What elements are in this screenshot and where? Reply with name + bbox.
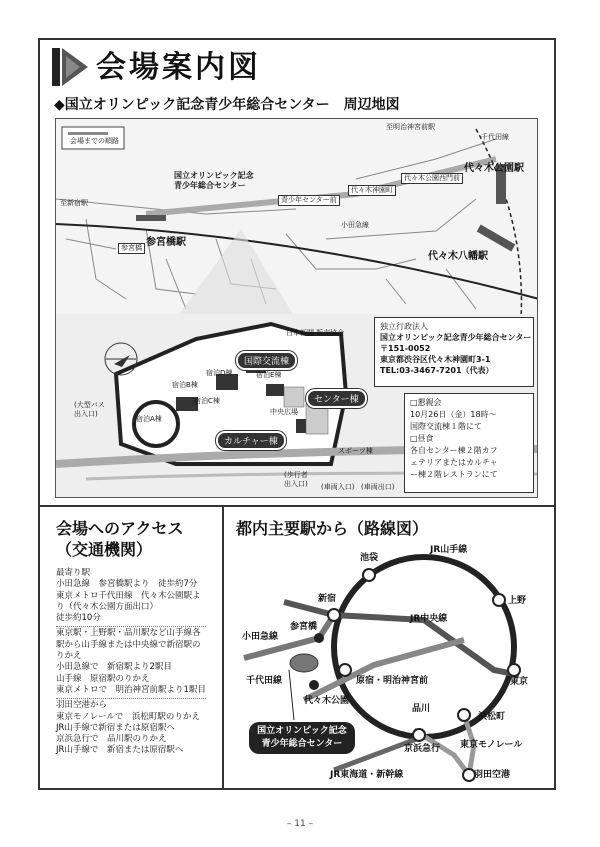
map-label-bldg-b: 宿泊B棟: [172, 381, 198, 389]
map-label-meiji: 至明治神宮前駅: [386, 123, 435, 131]
map-label-chiyoda: 千代田線: [481, 133, 509, 141]
map-label-center-2: 青少年総合センター: [174, 181, 246, 190]
access-line: 京浜急行で 品川駅のりかえ: [56, 734, 167, 745]
access-line: 徒歩約10分: [56, 613, 101, 624]
building-kokusai: 国際交流棟: [236, 351, 297, 370]
event-line-2: 10月26日（金）18時～: [410, 410, 497, 419]
route-label-hamamatsucho: 浜松町: [478, 712, 506, 722]
route-label-ikebukuro: 池袋: [360, 553, 379, 563]
access-line: 小田急線で 新宿駅より2駅目: [56, 662, 172, 673]
map-label-bldg-c: 宿泊C棟: [194, 397, 220, 405]
route-label-yoyogi-koen: 代々木公園: [304, 696, 350, 706]
access-line: 駅から山手線または中央線で新宿駅の: [56, 639, 201, 650]
map-label-bus-gate: (大型バス 出入口): [74, 401, 105, 418]
route-label-tokaido: JR東海道・新幹線: [330, 770, 404, 780]
route-label-ueno: 上野: [508, 596, 527, 606]
access-title-line-1: 会場へのアクセス: [56, 519, 184, 538]
event-box: [404, 393, 534, 493]
address-street: 東京都渋谷区代々木神園町3-1: [380, 355, 491, 364]
map-tag-center-mae: 青少年センター前: [278, 195, 340, 206]
route-label-sangubashi: 参宮橋: [290, 622, 318, 632]
event-line-1: □懇親会: [410, 398, 442, 407]
map-label-shinjuku: 至新宿駅: [60, 199, 88, 207]
access-list: [56, 568, 206, 757]
route-label-odakyu: 小田急線: [242, 632, 279, 642]
address-tel: TEL:03-3467-7201（代表）: [380, 366, 494, 375]
route-label-keikyu: 京浜急行: [404, 744, 441, 754]
address-box: [374, 317, 534, 387]
event-line-6: ェテリアまたはカルチャ: [410, 458, 498, 467]
route-label-monorail: 東京モノレール: [460, 740, 523, 750]
event-line-7: ー棟２階レストランにて: [410, 470, 498, 479]
map-tag-sangubashi: 参宮橋: [118, 243, 145, 254]
area-map: [55, 118, 538, 498]
event-line-4: □昼食: [410, 434, 434, 443]
access-line: 最寄り駅: [56, 568, 91, 578]
map-label-press: 日本新聞 販売協会: [286, 329, 345, 337]
map-label-plaza: 中央広場: [270, 408, 298, 416]
route-label-haneda: 羽田空港: [474, 770, 511, 780]
section-divider: [40, 505, 554, 507]
access-line: 東京モノレールで 浜松町駅のりかえ: [56, 711, 200, 722]
venue-callout-line-1: 国立オリンピック記念: [257, 726, 347, 736]
route-label-shinagawa: 品川: [412, 704, 431, 714]
legend-label: 会場までの順路: [70, 137, 119, 145]
venue-callout: [249, 722, 355, 754]
route-label-shinjuku: 新宿: [318, 594, 337, 604]
building-center: センター棟: [306, 389, 367, 408]
page-number: – 11 –: [286, 819, 314, 829]
map-tag-kamizono: 代々木神園町: [348, 185, 396, 196]
map-label-sports: スポーツ棟: [338, 447, 373, 455]
page-title: 会場案内図: [96, 50, 261, 85]
access-line: JR山手線で新宿または原宿駅へ: [56, 722, 175, 733]
title-arrow-icon: [52, 48, 88, 86]
event-line-3: 国際交流棟１階にて: [410, 422, 482, 431]
access-line: 羽田空港から: [56, 698, 206, 711]
map-label-center-1: 国立オリンピック記念: [174, 171, 254, 180]
map-label-bldg-e: 宿泊E棟: [256, 371, 282, 379]
address-zip: 〒151-0052: [380, 344, 431, 353]
address-org: 独立行政法人: [380, 322, 428, 331]
station-yoyogi-koen: 代々木公園駅: [464, 163, 524, 174]
access-title: [56, 518, 184, 560]
access-line: JR山手線で 新宿または原宿駅へ: [56, 745, 184, 756]
route-label-harajuku: 原宿・明治神宮前: [356, 676, 429, 686]
access-line: りかえ: [56, 651, 82, 662]
access-line: 東京メトロで 明治神宮前駅より1駅目: [56, 684, 206, 695]
access-line: 東京駅・上野駅・品川駅など山手線各: [56, 626, 206, 639]
map-subtitle: ◆国立オリンピック記念青少年総合センター 周辺地図: [54, 97, 400, 113]
station-sangubashi: 参宮橋駅: [146, 237, 186, 248]
route-label-chiyoda: 千代田線: [246, 676, 283, 686]
map-tag-koen-gate: 代々木公園西門前: [401, 173, 463, 184]
access-line: 東京メトロ千代田線 代々木公園駅よ: [56, 590, 201, 601]
map-label-car-out: (車両出口): [361, 483, 395, 491]
access-title-line-2: （交通機関）: [56, 540, 153, 559]
event-line-5: 各自センター棟２階カフ: [410, 446, 498, 455]
venue-callout-line-2: 青少年総合センター: [261, 739, 343, 749]
map-label-car-in: (車両入口): [321, 483, 355, 491]
map-label-odakyu: 小田急線: [341, 221, 369, 229]
address-name: 国立オリンピック記念青少年総合センター: [380, 333, 532, 342]
access-line: り（代々木公園方面出口）: [56, 601, 159, 612]
map-label-pedestrian: (歩行者 出入口): [284, 471, 308, 488]
map-label-bldg-d: 宿泊D棟: [206, 369, 233, 377]
route-label-yamanote: JR山手線: [430, 545, 468, 555]
route-label-chuo: JR中央線: [410, 614, 448, 624]
route-label-tokyo: 東京: [510, 677, 529, 687]
station-yoyogi-hachiman: 代々木八幡駅: [428, 251, 488, 262]
access-line: 山手線 原宿駅のりかえ: [56, 673, 150, 684]
map-label-bldg-a: 宿泊A棟: [136, 415, 162, 423]
access-line: 小田急線 参宮橋駅より 徒歩約7分: [56, 579, 198, 590]
route-title: 都内主要駅から（路線図）: [236, 519, 429, 538]
building-culture: カルチャー棟: [216, 431, 286, 450]
